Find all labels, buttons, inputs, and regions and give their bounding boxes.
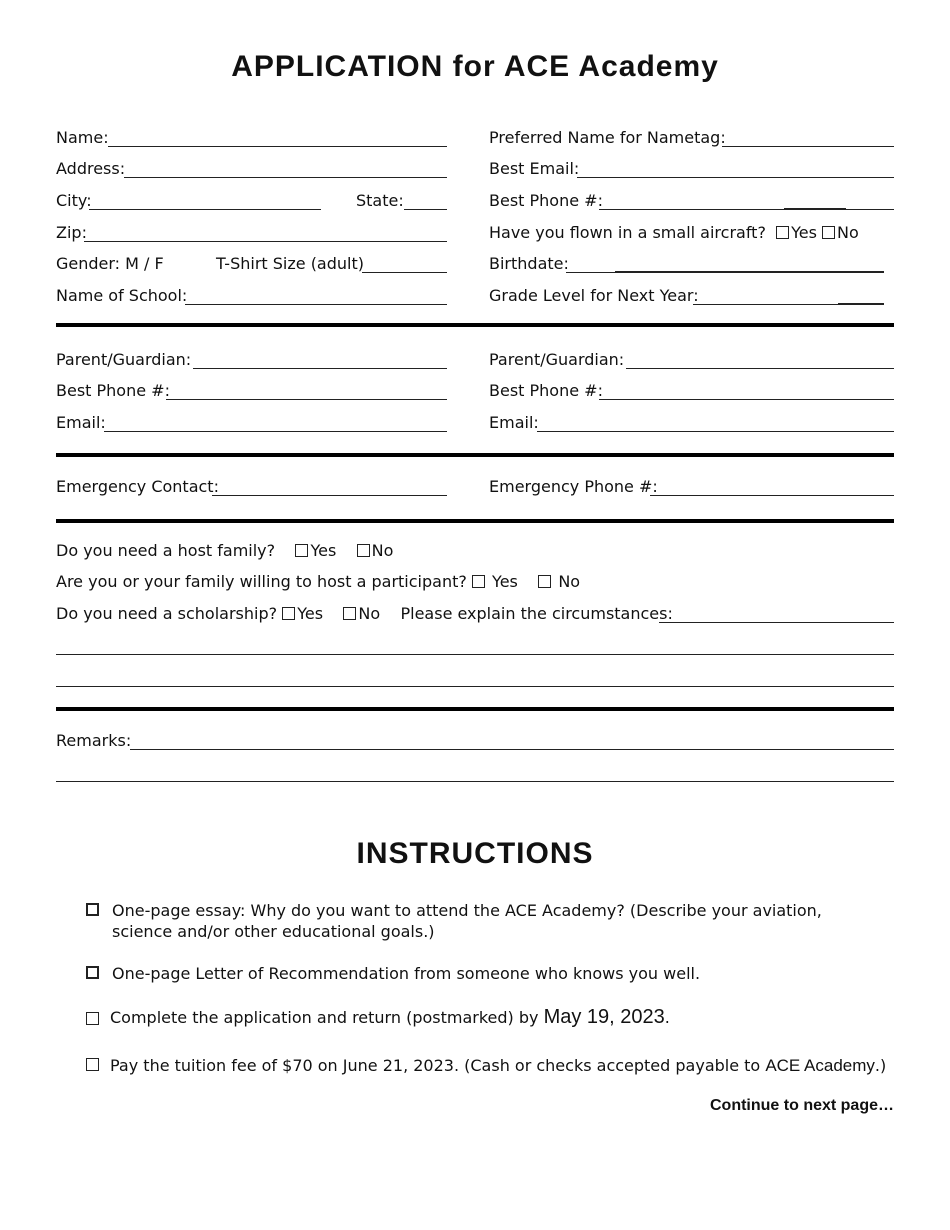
- essay-checkbox[interactable]: [86, 903, 99, 916]
- name-label: Name:: [56, 128, 109, 147]
- host-participant-no-checkbox[interactable]: [538, 575, 551, 588]
- nametag-field[interactable]: [722, 146, 894, 147]
- section-divider: [56, 519, 894, 523]
- section-divider: [56, 323, 894, 327]
- scholarship-no-checkbox[interactable]: [343, 607, 356, 620]
- email-field[interactable]: [577, 177, 894, 178]
- complete-text: [110, 1007, 670, 1028]
- section-divider: [56, 707, 894, 711]
- scholarship-yes-checkbox[interactable]: [282, 607, 295, 620]
- flown-no-checkbox[interactable]: [822, 226, 835, 239]
- letter-checkbox[interactable]: [86, 966, 99, 979]
- flown-yes-label: Yes: [791, 223, 817, 242]
- guardian1-phone-field[interactable]: [166, 399, 447, 400]
- host-participant-question: [56, 572, 580, 592]
- remarks-label: Remarks:: [56, 731, 132, 750]
- phone-label: Best Phone #:: [489, 191, 603, 210]
- essay-text: One-page essay: Why do you want to attend the ACE Academy? (Describe your aviation, science and/or other educational goals.): [112, 901, 822, 941]
- guardian1-phone-label: Best Phone #:: [56, 381, 170, 400]
- guardian1-email-field[interactable]: [104, 431, 447, 432]
- guardian1-field[interactable]: [193, 368, 447, 369]
- address-field[interactable]: [124, 177, 447, 178]
- remarks-field-line2[interactable]: [56, 781, 894, 782]
- guardian2-label: Parent/Guardian:: [489, 350, 625, 369]
- instruction-item-essay: [86, 900, 886, 944]
- address-label: Address:: [56, 159, 126, 178]
- name-field[interactable]: [108, 146, 447, 147]
- flown-question-text: Have you flown in a small aircraft?: [489, 223, 766, 242]
- flown-no-label: No: [837, 223, 859, 242]
- scholarship-question: [56, 604, 673, 624]
- explain-field-line3[interactable]: [56, 686, 894, 687]
- explain-field[interactable]: [659, 622, 894, 623]
- host-family-text: Do you need a host family?: [56, 541, 276, 560]
- tuition-text-main: Pay the tuition fee of $70 on June 21, 2023. (Cash or checks accepted payable to: [110, 1056, 761, 1075]
- emergency-phone-label: Emergency Phone #:: [489, 477, 658, 496]
- guardian2-field[interactable]: [626, 368, 894, 369]
- city-label: City:: [56, 191, 92, 210]
- scholarship-no-label: No: [358, 604, 381, 623]
- explain-field-line2[interactable]: [56, 654, 894, 655]
- flown-yes-checkbox[interactable]: [776, 226, 789, 239]
- guardian1-label: Parent/Guardian:: [56, 350, 192, 369]
- host-participant-no-label: No: [558, 572, 581, 591]
- section-divider: [56, 453, 894, 457]
- birthdate-field-extra: [615, 271, 884, 273]
- complete-text-main: Complete the application and return (postmarked) by: [110, 1008, 539, 1027]
- school-label: Name of School:: [56, 286, 188, 305]
- host-family-yes-checkbox[interactable]: [295, 544, 308, 557]
- city-field[interactable]: [89, 209, 321, 210]
- host-participant-yes-label: Yes: [492, 572, 518, 591]
- guardian2-phone-field[interactable]: [599, 399, 894, 400]
- zip-field[interactable]: [84, 241, 447, 242]
- guardian2-email-label: Email:: [489, 413, 539, 432]
- phone-field[interactable]: [599, 209, 894, 210]
- instruction-item-letter: [86, 963, 886, 985]
- grade-label: Grade Level for Next Year:: [489, 286, 699, 305]
- state-field[interactable]: [404, 209, 447, 210]
- instruction-item-complete: [86, 1007, 886, 1031]
- payee-name: ACE Academy: [765, 1056, 875, 1075]
- complete-checkbox[interactable]: [86, 1012, 99, 1025]
- state-label: State:: [356, 191, 404, 210]
- instruction-item-tuition: [86, 1055, 886, 1077]
- host-family-no-checkbox[interactable]: [357, 544, 370, 557]
- guardian1-email-label: Email:: [56, 413, 106, 432]
- emergency-contact-label: Emergency Contact:: [56, 477, 219, 496]
- host-participant-text: Are you or your family willing to host a participant?: [56, 572, 467, 591]
- remarks-field[interactable]: [130, 749, 894, 750]
- host-participant-yes-checkbox[interactable]: [472, 575, 485, 588]
- emergency-contact-field[interactable]: [212, 495, 447, 496]
- host-family-yes-label: Yes: [310, 541, 337, 560]
- letter-text: One-page Letter of Recommendation from someone who knows you well.: [112, 964, 701, 983]
- tuition-text: [110, 1055, 886, 1076]
- tshirt-label: T-Shirt Size (adult): [216, 254, 364, 273]
- deadline-date: May 19, 2023: [543, 1006, 665, 1028]
- tuition-text-end: .): [874, 1056, 887, 1075]
- host-family-question: [56, 541, 393, 561]
- scholarship-yes-label: Yes: [297, 604, 324, 623]
- zip-label: Zip:: [56, 223, 87, 242]
- flown-question: [489, 223, 859, 243]
- tshirt-field[interactable]: [362, 272, 447, 273]
- school-field[interactable]: [185, 304, 447, 305]
- birthdate-label: Birthdate:: [489, 254, 569, 273]
- grade-field-extra: [838, 303, 884, 305]
- instructions-title: INSTRUCTIONS: [356, 837, 594, 870]
- continue-note: Continue to next page…: [710, 1097, 894, 1114]
- phone-field-extra: [784, 208, 846, 210]
- email-label: Best Email:: [489, 159, 580, 178]
- explain-label: Please explain the circumstances:: [400, 604, 673, 623]
- tuition-checkbox[interactable]: [86, 1058, 99, 1071]
- gender-label: Gender: M / F: [56, 254, 164, 273]
- nametag-label: Preferred Name for Nametag:: [489, 128, 726, 147]
- page-title: APPLICATION for ACE Academy: [231, 50, 719, 83]
- complete-text-end: .: [664, 1008, 670, 1027]
- guardian2-email-field[interactable]: [537, 431, 894, 432]
- guardian2-phone-label: Best Phone #:: [489, 381, 603, 400]
- scholarship-text: Do you need a scholarship?: [56, 604, 278, 623]
- emergency-phone-field[interactable]: [650, 495, 894, 496]
- host-family-no-label: No: [371, 541, 394, 560]
